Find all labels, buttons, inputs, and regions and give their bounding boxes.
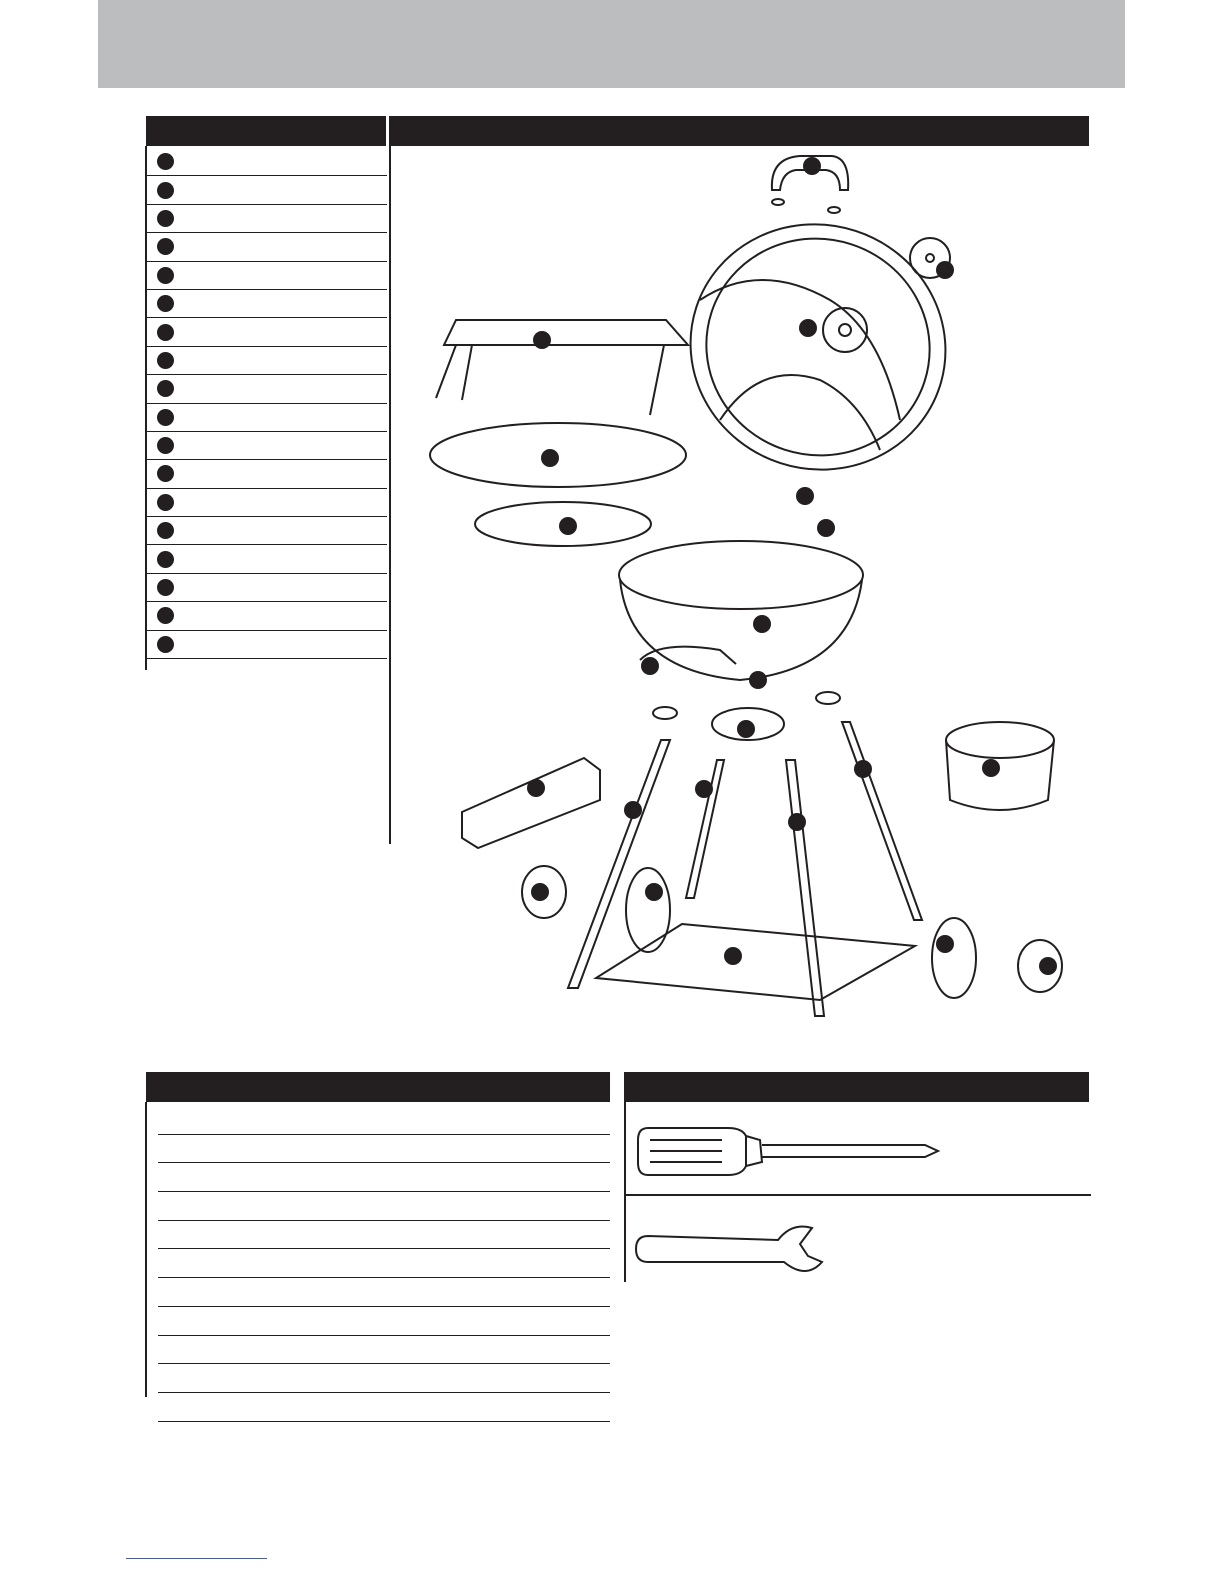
bottom-shelf <box>596 924 915 1000</box>
left-wheel <box>626 868 670 952</box>
leg-front-right <box>786 760 824 1016</box>
ash-catcher <box>946 722 1054 758</box>
footer-link-underline[interactable] <box>126 1558 267 1559</box>
charcoal-basket <box>462 758 600 848</box>
grill-bowl-rim <box>619 541 863 609</box>
right-wheel <box>932 918 976 998</box>
warming-rack <box>444 320 688 345</box>
leg-rear-right <box>842 722 922 920</box>
